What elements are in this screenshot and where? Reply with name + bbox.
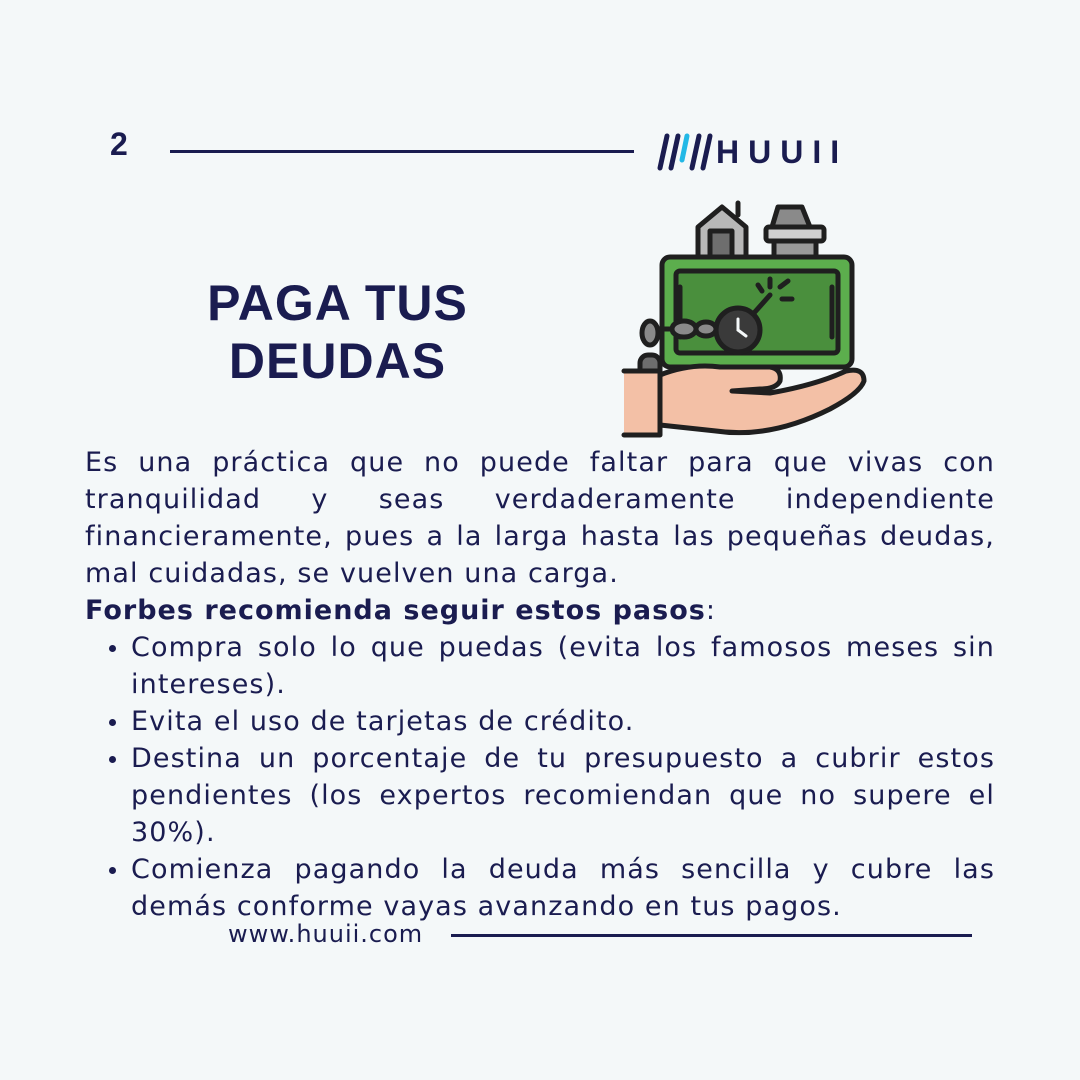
list-item: Compra solo lo que puedas (evita los famosos meses sin intereses). xyxy=(131,629,995,703)
footer-website-link[interactable]: www.huuii.com xyxy=(228,920,424,948)
page-number: 2 xyxy=(110,126,128,162)
list-item: Destina un porcentaje de tu presupuesto a cubrir estos pendientes (los expertos recomiendan que no supere el 30%). xyxy=(131,740,995,851)
brand-logo-text: HUUII xyxy=(716,133,849,170)
steps-heading-colon: : xyxy=(705,595,716,626)
body-text xyxy=(85,444,995,925)
hand-holding-money-chain-bomb-illustration xyxy=(620,195,870,445)
list-item: Evita el uso de tarjetas de crédito. xyxy=(131,703,995,740)
steps-list xyxy=(85,629,995,925)
intro-paragraph: Es una práctica que no puede faltar para que vivas con tranquilidad y seas verdaderamente independiente financieramente, pues a la larga hasta las pequeñas deudas, mal cuidadas, se vuelven una carga. xyxy=(85,447,995,589)
steps-heading-text: Forbes recomienda seguir estos pasos xyxy=(85,595,706,626)
bottom-divider xyxy=(451,934,972,937)
list-item: Comienza pagando la deuda más sencilla y cubre las demás conforme vayas avanzando en tus pagos. xyxy=(131,851,995,925)
brand-logo-mark-icon xyxy=(652,130,714,174)
top-divider xyxy=(170,150,634,153)
brand-logo xyxy=(652,127,848,177)
steps-heading xyxy=(85,592,995,629)
page-title: PAGA TUS DEUDAS xyxy=(207,275,468,389)
